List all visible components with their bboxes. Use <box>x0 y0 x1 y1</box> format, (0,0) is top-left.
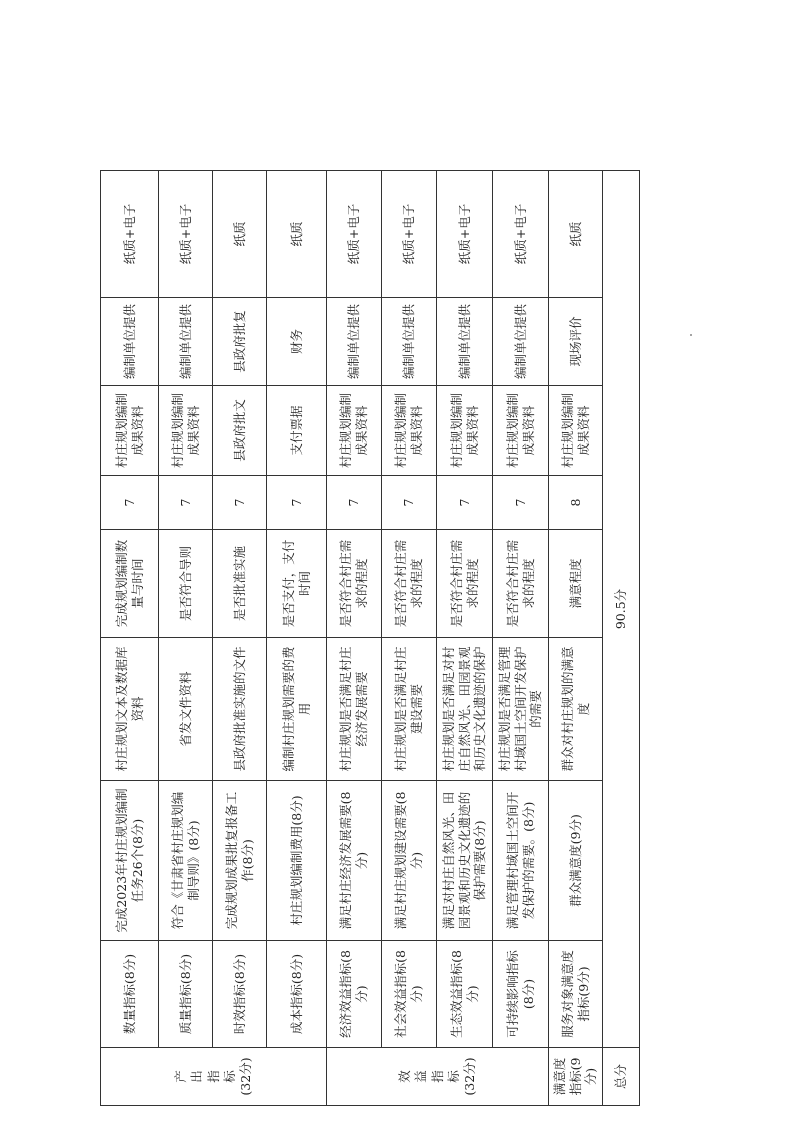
weight-value: 7 <box>327 476 382 530</box>
indicator-content: 村庄规划文本及数据库资料 <box>101 638 159 781</box>
level2-indicator: 社会效益指标(8分) <box>382 941 437 1048</box>
weight-value: 7 <box>213 476 267 530</box>
table-row <box>213 171 267 1106</box>
evaluation-basis: 村庄规划编制成果资料 <box>327 386 382 476</box>
scoring-standard: 是否符合村庄需求的程度 <box>437 530 493 638</box>
table-row <box>327 171 382 1106</box>
level3-indicator: 满足管理村域国土空间开发保护的需要。(8分) <box>493 781 549 941</box>
weight-value: 8 <box>549 476 603 530</box>
table-row <box>267 171 327 1106</box>
group-satisfaction: 满意度指标(9分) <box>549 1048 603 1106</box>
evaluation-basis: 支付票据 <box>267 386 327 476</box>
scoring-standard: 是否批准实施 <box>213 530 267 638</box>
scan-speck <box>690 334 692 336</box>
data-source: 编制单位提供 <box>101 298 159 386</box>
total-row <box>603 171 640 1106</box>
data-carrier: 纸质+电子 <box>159 171 213 298</box>
data-source: 编制单位提供 <box>437 298 493 386</box>
data-carrier: 纸质+电子 <box>101 171 159 298</box>
data-carrier: 纸质+电子 <box>382 171 437 298</box>
total-label: 总分 <box>603 1048 640 1106</box>
scoring-standard: 满意程度 <box>549 530 603 638</box>
performance-indicator-table <box>100 170 640 1106</box>
data-carrier: 纸质+电子 <box>327 171 382 298</box>
level2-indicator: 可持续影响指标(8分) <box>493 941 549 1048</box>
level2-indicator: 生态效益指标(8分) <box>437 941 493 1048</box>
indicator-content: 编制村庄规划需要的费用 <box>267 638 327 781</box>
level2-indicator: 时效指标(8分) <box>213 941 267 1048</box>
level2-indicator: 质量指标(8分) <box>159 941 213 1048</box>
indicator-content: 群众对村庄规划的满意度 <box>549 638 603 781</box>
evaluation-basis: 村庄规划编制成果资料 <box>382 386 437 476</box>
indicator-content: 村庄规划是否满足村庄建设需要 <box>382 638 437 781</box>
group-benefit: 效 益 指 标 (32分) <box>327 1048 549 1106</box>
indicator-content: 县政府批准实施的文件 <box>213 638 267 781</box>
data-source: 编制单位提供 <box>327 298 382 386</box>
table-row <box>101 171 159 1106</box>
table-row <box>549 171 603 1106</box>
evaluation-basis: 村庄规划编制成果资料 <box>437 386 493 476</box>
indicator-content: 省发文件资料 <box>159 638 213 781</box>
level2-indicator: 经济效益指标(8分) <box>327 941 382 1048</box>
data-carrier: 纸质+电子 <box>493 171 549 298</box>
scoring-standard: 是否支付，支付时间 <box>267 530 327 638</box>
indicator-content: 村庄规划是否满足对村庄自然风光、田园景观和历史文化遗迹的保护 <box>437 638 493 781</box>
data-carrier: 纸质 <box>213 171 267 298</box>
scoring-standard: 是否符合村庄需求的程度 <box>493 530 549 638</box>
weight-value: 7 <box>267 476 327 530</box>
level3-indicator: 群众满意度(9分) <box>549 781 603 941</box>
level3-indicator: 满足村庄经济发展需要(8分) <box>327 781 382 941</box>
data-source: 县政府批复 <box>213 298 267 386</box>
data-source: 现场评价 <box>549 298 603 386</box>
level2-indicator: 成本指标(8分) <box>267 941 327 1048</box>
level3-indicator: 符合《甘肃省村庄规划编制导则》(8分) <box>159 781 213 941</box>
data-carrier: 纸质 <box>549 171 603 298</box>
weight-value: 7 <box>437 476 493 530</box>
table-row <box>493 171 549 1106</box>
evaluation-basis: 村庄规划编制成果资料 <box>101 386 159 476</box>
weight-value: 7 <box>493 476 549 530</box>
data-source: 财务 <box>267 298 327 386</box>
data-carrier: 纸质+电子 <box>437 171 493 298</box>
data-source: 编制单位提供 <box>382 298 437 386</box>
data-source: 编制单位提供 <box>493 298 549 386</box>
data-source: 编制单位提供 <box>159 298 213 386</box>
group-output: 产 出 指 标 (32分) <box>101 1048 327 1106</box>
evaluation-basis: 村庄规划编制成果资料 <box>493 386 549 476</box>
table-row <box>437 171 493 1106</box>
evaluation-basis: 村庄规划编制成果资料 <box>159 386 213 476</box>
scoring-standard: 是否符合村庄需求的程度 <box>327 530 382 638</box>
table-row <box>159 171 213 1106</box>
rotated-table-wrapper <box>100 171 635 1106</box>
scoring-standard: 完成规划编制数量与时间 <box>101 530 159 638</box>
scoring-standard: 是否符合村庄需求的程度 <box>382 530 437 638</box>
evaluation-basis: 村庄规划编制成果资料 <box>549 386 603 476</box>
level3-indicator: 完成2023年村庄规划编制任务26个(8分) <box>101 781 159 941</box>
weight-value: 7 <box>101 476 159 530</box>
weight-value: 7 <box>159 476 213 530</box>
level3-indicator: 完成规划成果批复报备工作(8分) <box>213 781 267 941</box>
total-value: 90.5分 <box>603 171 640 1048</box>
level2-indicator: 服务对象满意度指标(9分) <box>549 941 603 1048</box>
weight-value: 7 <box>382 476 437 530</box>
indicator-content: 村庄规划是否满足管理村域国土空间开发保护的需要 <box>493 638 549 781</box>
evaluation-basis: 县政府批文 <box>213 386 267 476</box>
level3-indicator: 村庄规划编制费用(8分) <box>267 781 327 941</box>
indicator-content: 村庄规划是否满足村庄经济发展需要 <box>327 638 382 781</box>
table-row <box>382 171 437 1106</box>
level3-indicator: 满足村庄规划建设需要(8分) <box>382 781 437 941</box>
level3-indicator: 满足对村庄自然风光、田园景观和历史文化遗迹的保护需要(8分) <box>437 781 493 941</box>
level2-indicator: 数量指标(8分) <box>101 941 159 1048</box>
data-carrier: 纸质 <box>267 171 327 298</box>
scoring-standard: 是否符合导则 <box>159 530 213 638</box>
